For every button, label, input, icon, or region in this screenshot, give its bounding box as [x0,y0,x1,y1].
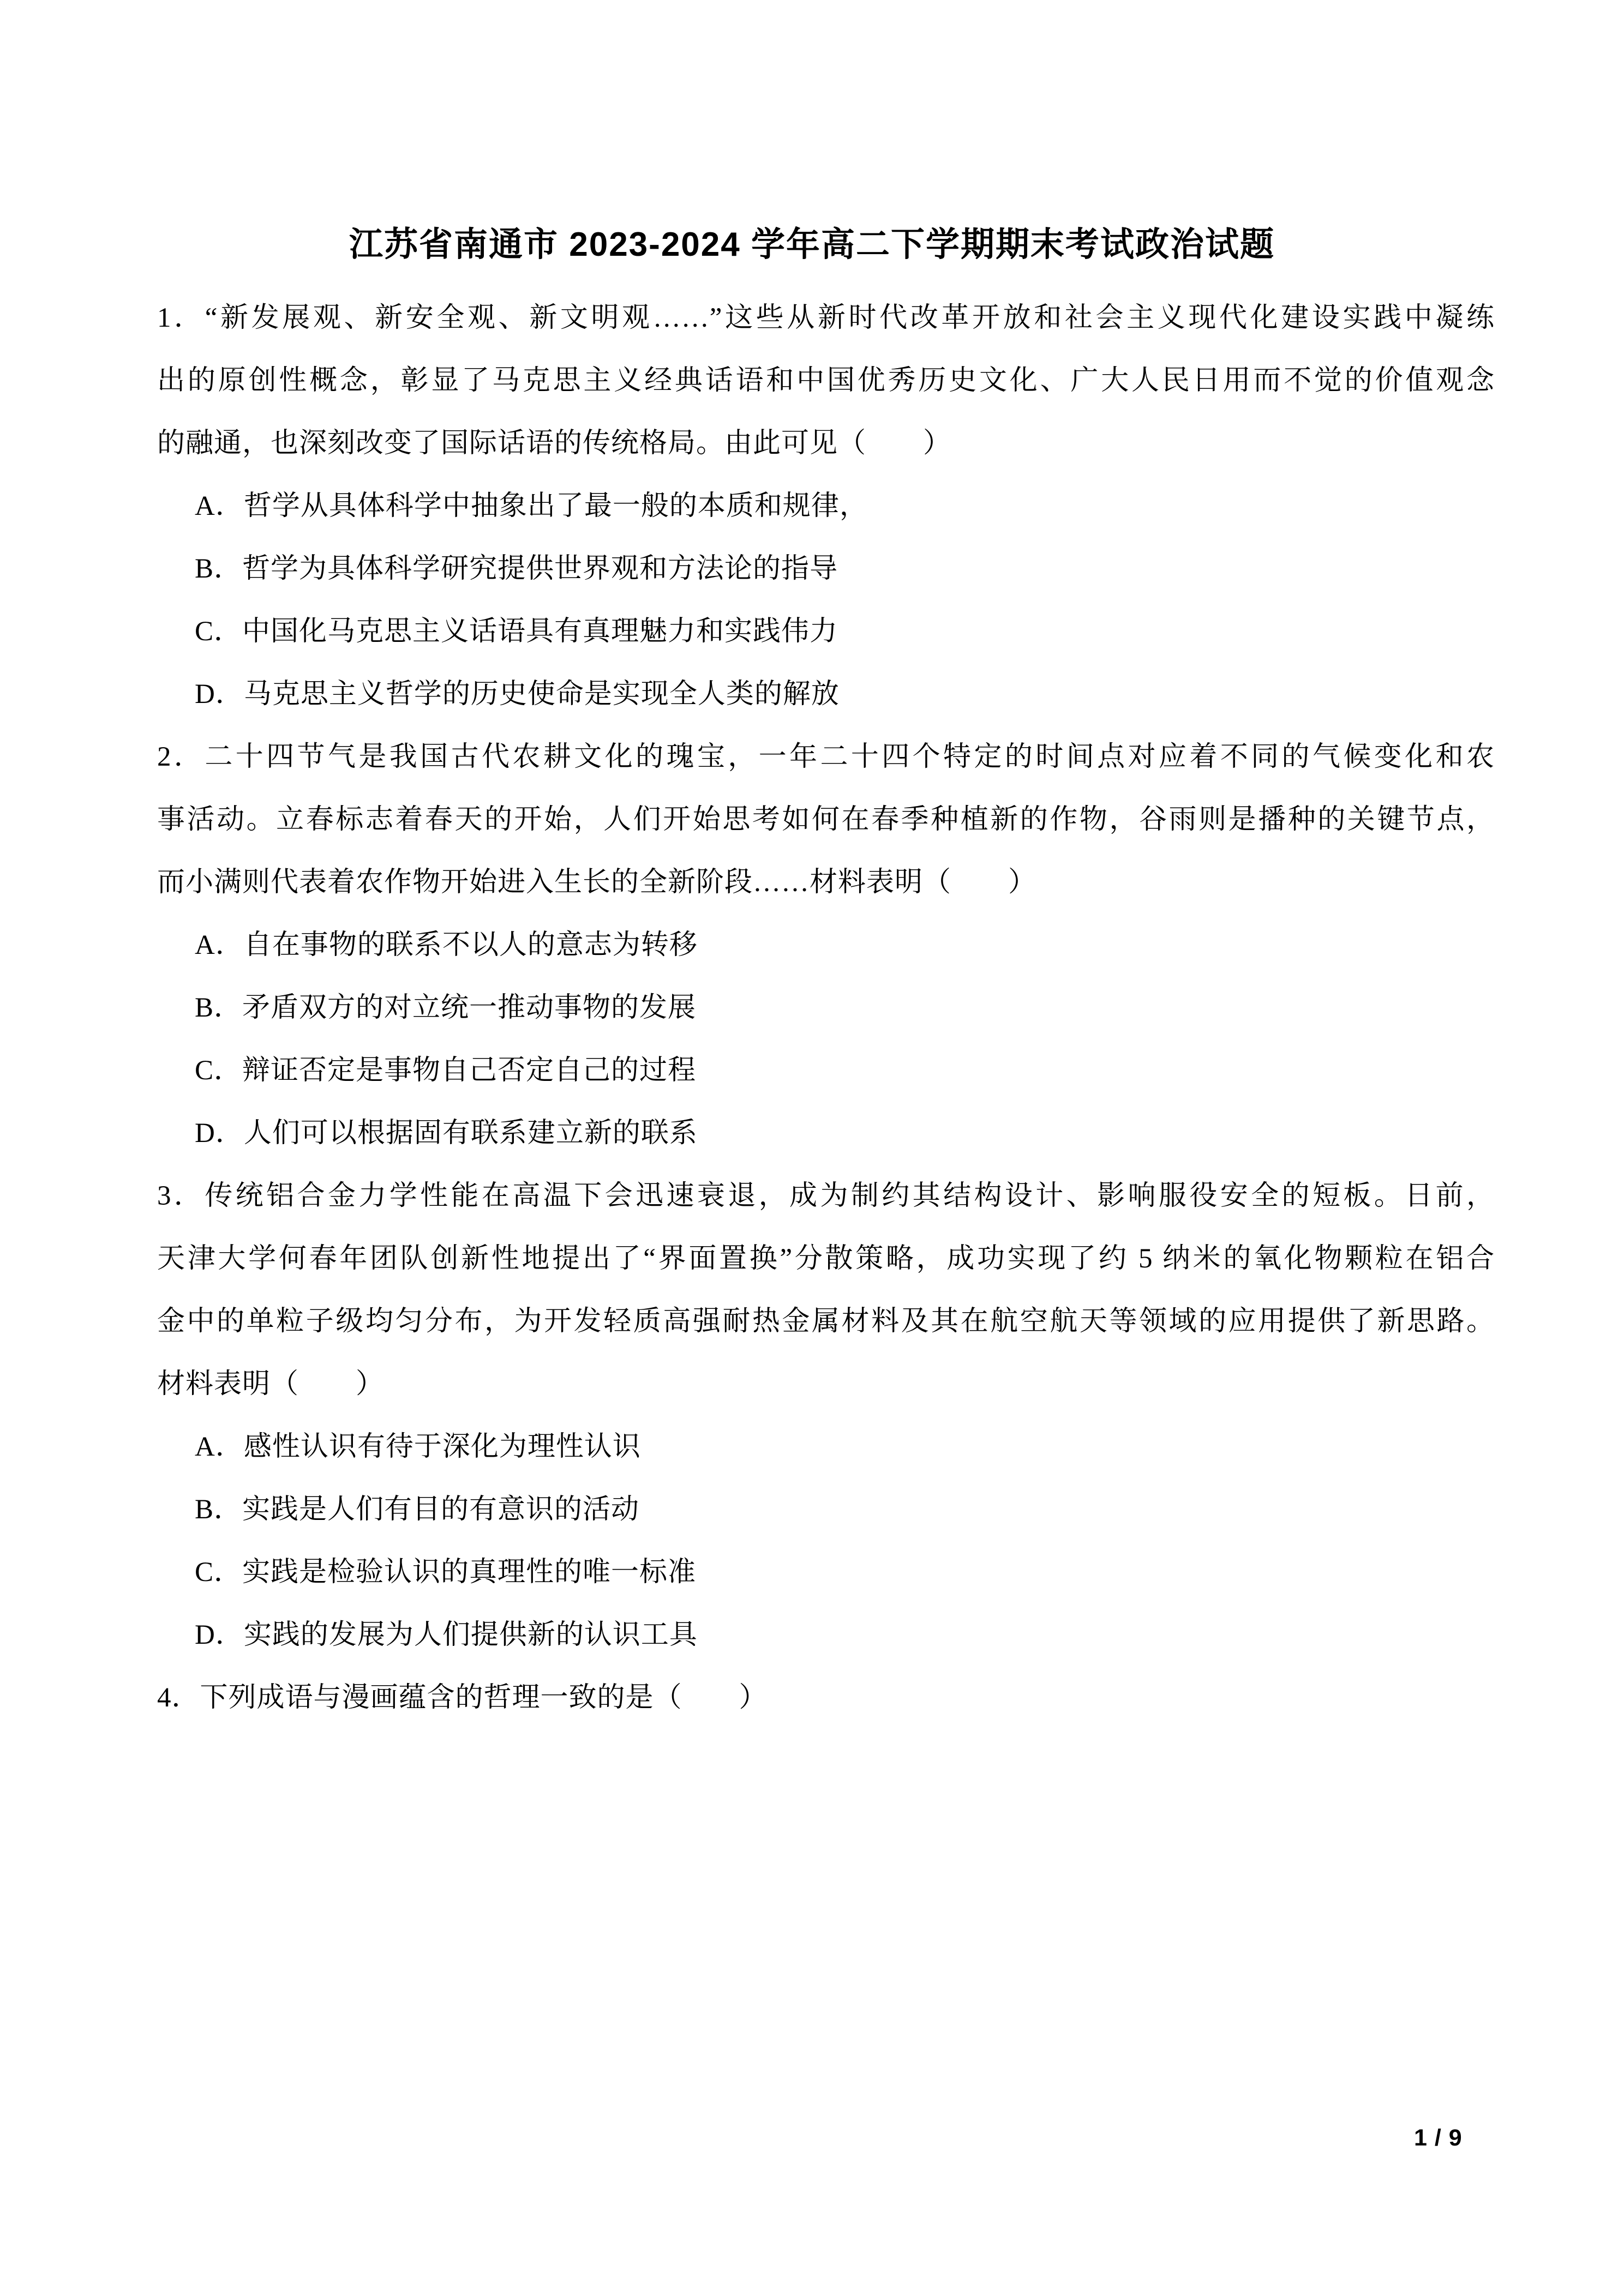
q3-stem-line-2: 天津大学何春年团队创新性地提出了“界面置换”分散策略，成功实现了约 5 纳米的氧化物颗粒在铝合 [157,1243,1495,1274]
q1-stem-line-1: 1．“新发展观、新安全观、新文明观……”这些从新时代改革开放和社会主义现代化建设实践中凝练 [157,303,1495,333]
q1-option-c: C．中国化马克思主义话语具有真理魅力和实践伟力 [195,616,838,647]
q1-option-a: A．哲学从具体科学中抽象出了最一般的本质和规律， [195,491,868,521]
q2-option-a: A．自在事物的联系不以人的意志为转移 [195,930,698,960]
q4-stem-line-1: 4．下列成语与漫画蕴含的哲理一致的是（ ） [157,1682,768,1713]
q1-stem-line-3: 的融通，也深刻改变了国际话语的传统格局。由此可见（ ） [157,428,952,459]
q2-option-b: B．矛盾双方的对立统一推动事物的发展 [195,993,697,1023]
q2-option-d: D．人们可以根据固有联系建立新的联系 [195,1118,698,1149]
exam-body [157,287,1495,1729]
q1-option-d: D．马克思主义哲学的历史使命是实现全人类的解放 [195,679,840,710]
q2-stem-line-3: 而小满则代表着农作物开始进入生长的全新阶段……材料表明（ ） [157,867,1037,898]
q2-option-c: C．辩证否定是事物自己否定自己的过程 [195,1055,697,1086]
q3-option-b: B．实践是人们有目的有意识的活动 [195,1494,640,1525]
exam-title: 江苏省南通市 2023-2024 学年高二下学期期末考试政治试题 [349,226,1275,263]
q3-stem-line-3: 金中的单粒子级均匀分布，为开发轻质高强耐热金属材料及其在航空航天等领域的应用提供了新思路。 [157,1306,1495,1337]
q3-stem-line-1: 3．传统铝合金力学性能在高温下会迅速衰退，成为制约其结构设计、影响服役安全的短板。日前， [157,1181,1495,1211]
q1-stem-line-2: 出的原创性概念，彰显了马克思主义经典话语和中国优秀历史文化、广大人民日用而不觉的价值观念 [157,365,1495,396]
q2-stem-line-2: 事活动。立春标志着春天的开始，人们开始思考如何在春季种植新的作物，谷雨则是播种的关键节点， [157,804,1495,835]
q3-stem-line-4: 材料表明（ ） [157,1369,385,1399]
q2-stem-line-1: 2．二十四节气是我国古代农耕文化的瑰宝，一年二十四个特定的时间点对应着不同的气候变化和农 [157,742,1495,772]
q3-option-d: D．实践的发展为人们提供新的认识工具 [195,1620,698,1650]
q1-option-b: B．哲学为具体科学研究提供世界观和方法论的指导 [195,554,838,584]
q3-option-a: A．感性认识有待于深化为理性认识 [195,1432,641,1462]
q3-option-c: C．实践是检验认识的真理性的唯一标准 [195,1557,697,1588]
page-number: 1 / 9 [1414,2125,1463,2151]
